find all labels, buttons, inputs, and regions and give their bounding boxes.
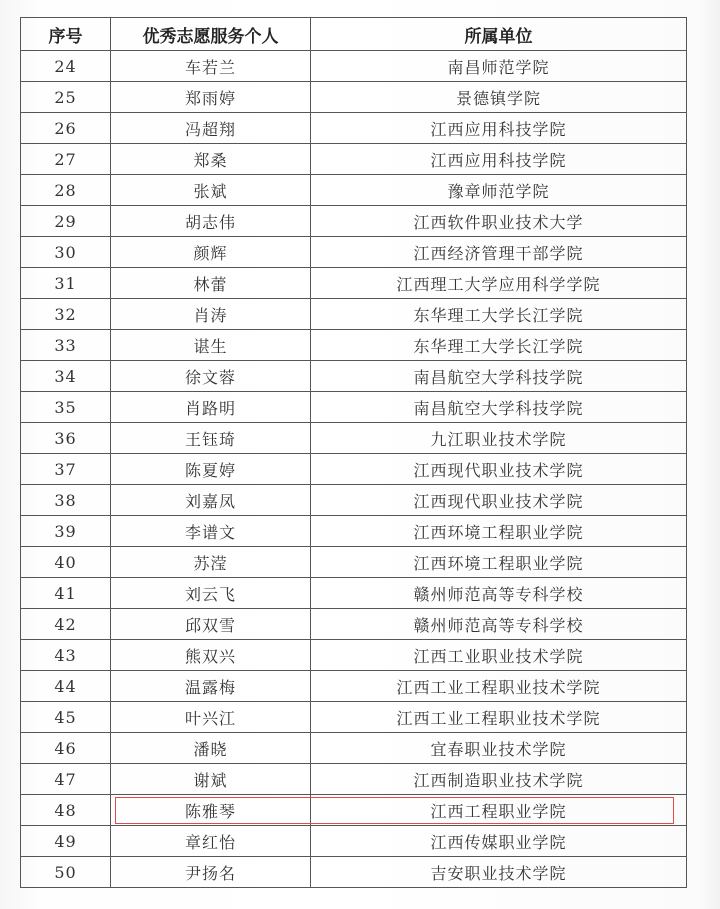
table-row [21,299,687,330]
table-header-row [21,18,687,51]
header-affiliated-unit: 所属单位 [311,18,687,51]
volunteer-name-cell: 陈雅琴 [111,795,311,826]
serial-number-cell: 48 [21,795,111,826]
table-row [21,671,687,702]
serial-number-cell: 26 [21,113,111,144]
table-row [21,795,687,826]
affiliated-unit-cell: 江西工业工程职业技术学院 [311,702,687,733]
serial-number-cell: 32 [21,299,111,330]
affiliated-unit-cell: 江西现代职业技术学院 [311,454,687,485]
affiliated-unit-cell: 江西工业职业技术学院 [311,640,687,671]
affiliated-unit-cell: 江西工业工程职业技术学院 [311,671,687,702]
volunteer-name-cell: 尹扬名 [111,857,311,888]
table-row [21,268,687,299]
volunteer-name-cell: 张斌 [111,175,311,206]
table-row [21,578,687,609]
volunteer-name-cell: 陈夏婷 [111,454,311,485]
volunteer-name-cell: 徐文蓉 [111,361,311,392]
table-row [21,144,687,175]
affiliated-unit-cell: 江西理工大学应用科学学院 [311,268,687,299]
table-row [21,51,687,82]
affiliated-unit-cell: 东华理工大学长江学院 [311,299,687,330]
affiliated-unit-cell: 江西经济管理干部学院 [311,237,687,268]
volunteer-name-cell: 郑桑 [111,144,311,175]
table-row [21,330,687,361]
affiliated-unit-cell: 江西制造职业技术学院 [311,764,687,795]
volunteer-name-cell: 邱双雪 [111,609,311,640]
serial-number-cell: 33 [21,330,111,361]
affiliated-unit-cell: 南昌师范学院 [311,51,687,82]
serial-number-cell: 46 [21,733,111,764]
volunteer-name-cell: 肖涛 [111,299,311,330]
volunteer-name-cell: 潘晓 [111,733,311,764]
serial-number-cell: 30 [21,237,111,268]
volunteer-name-cell: 谢斌 [111,764,311,795]
serial-number-cell: 29 [21,206,111,237]
serial-number-cell: 45 [21,702,111,733]
volunteer-name-cell: 胡志伟 [111,206,311,237]
volunteer-name-cell: 王钰琦 [111,423,311,454]
affiliated-unit-cell: 江西传媒职业学院 [311,826,687,857]
table-row [21,547,687,578]
table-row [21,423,687,454]
volunteer-name-cell: 温露梅 [111,671,311,702]
serial-number-cell: 41 [21,578,111,609]
serial-number-cell: 28 [21,175,111,206]
header-serial-number: 序号 [21,18,111,51]
table-row [21,609,687,640]
table-row [21,175,687,206]
serial-number-cell: 36 [21,423,111,454]
affiliated-unit-cell: 南昌航空大学科技学院 [311,392,687,423]
volunteer-name-cell: 谌生 [111,330,311,361]
table-row [21,702,687,733]
table-row [21,485,687,516]
affiliated-unit-cell: 江西软件职业技术大学 [311,206,687,237]
serial-number-cell: 38 [21,485,111,516]
affiliated-unit-cell: 东华理工大学长江学院 [311,330,687,361]
table-row [21,764,687,795]
affiliated-unit-cell: 豫章师范学院 [311,175,687,206]
affiliated-unit-cell: 吉安职业技术学院 [311,857,687,888]
volunteer-name-cell: 章红怡 [111,826,311,857]
volunteer-name-cell: 林蕾 [111,268,311,299]
table-row [21,454,687,485]
affiliated-unit-cell: 江西工程职业学院 [311,795,687,826]
table-row [21,237,687,268]
serial-number-cell: 50 [21,857,111,888]
volunteer-name-cell: 刘嘉凤 [111,485,311,516]
affiliated-unit-cell: 江西环境工程职业学院 [311,547,687,578]
serial-number-cell: 24 [21,51,111,82]
table-row [21,640,687,671]
volunteer-name-cell: 肖路明 [111,392,311,423]
table-row [21,516,687,547]
affiliated-unit-cell: 景德镇学院 [311,82,687,113]
serial-number-cell: 31 [21,268,111,299]
volunteer-name-cell: 叶兴江 [111,702,311,733]
table-row [21,826,687,857]
table-row [21,857,687,888]
affiliated-unit-cell: 九江职业技术学院 [311,423,687,454]
affiliated-unit-cell: 赣州师范高等专科学校 [311,578,687,609]
volunteer-name-cell: 冯超翔 [111,113,311,144]
volunteer-name-cell: 颜辉 [111,237,311,268]
volunteer-name-cell: 刘云飞 [111,578,311,609]
header-volunteer-name: 优秀志愿服务个人 [111,18,311,51]
affiliated-unit-cell: 江西环境工程职业学院 [311,516,687,547]
serial-number-cell: 43 [21,640,111,671]
serial-number-cell: 37 [21,454,111,485]
affiliated-unit-cell: 江西应用科技学院 [311,113,687,144]
table-row [21,206,687,237]
volunteer-name-cell: 苏滢 [111,547,311,578]
affiliated-unit-cell: 宜春职业技术学院 [311,733,687,764]
serial-number-cell: 47 [21,764,111,795]
table-row [21,392,687,423]
serial-number-cell: 39 [21,516,111,547]
affiliated-unit-cell: 江西现代职业技术学院 [311,485,687,516]
serial-number-cell: 42 [21,609,111,640]
table-row [21,82,687,113]
serial-number-cell: 35 [21,392,111,423]
volunteer-name-cell: 车若兰 [111,51,311,82]
table-row [21,113,687,144]
affiliated-unit-cell: 赣州师范高等专科学校 [311,609,687,640]
affiliated-unit-cell: 江西应用科技学院 [311,144,687,175]
serial-number-cell: 34 [21,361,111,392]
serial-number-cell: 27 [21,144,111,175]
affiliated-unit-cell: 南昌航空大学科技学院 [311,361,687,392]
table-row [21,733,687,764]
serial-number-cell: 44 [21,671,111,702]
volunteer-table [20,17,687,888]
volunteer-name-cell: 熊双兴 [111,640,311,671]
table-row [21,361,687,392]
serial-number-cell: 40 [21,547,111,578]
volunteer-name-cell: 李谱文 [111,516,311,547]
volunteer-name-cell: 郑雨婷 [111,82,311,113]
serial-number-cell: 25 [21,82,111,113]
serial-number-cell: 49 [21,826,111,857]
